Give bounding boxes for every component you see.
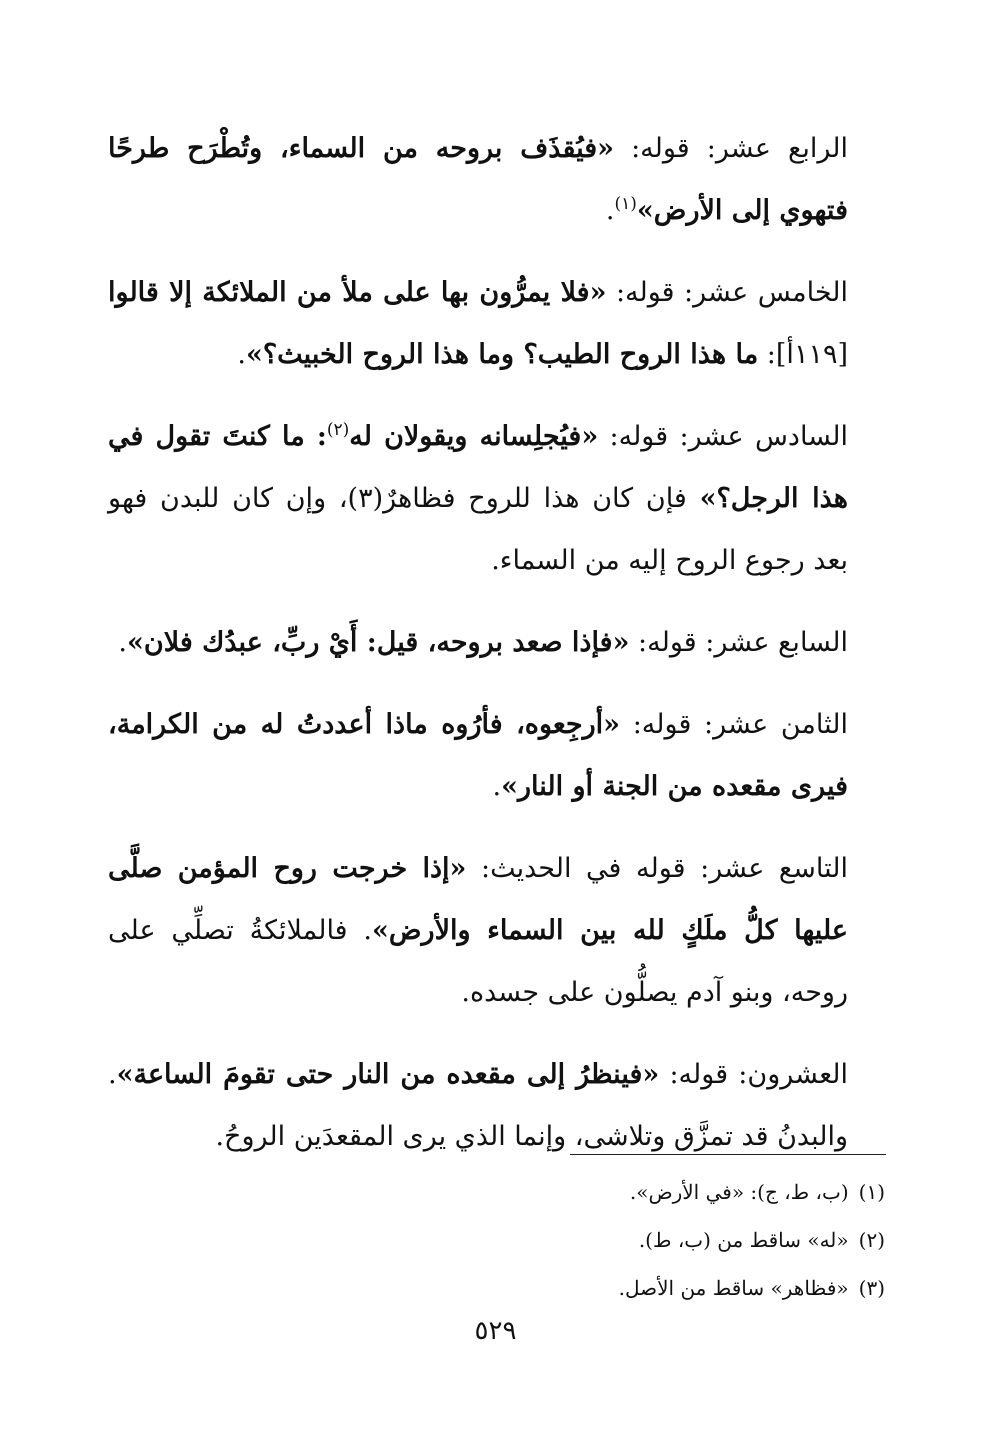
- paragraph-18: [108, 694, 848, 818]
- paragraph-15: [108, 262, 848, 386]
- paragraph-tail: .: [118, 627, 127, 658]
- footnote-divider: [570, 1154, 886, 1155]
- footnote-number: (٢): [858, 1228, 885, 1252]
- hadith-quote: «إذا خرجت روح المؤمن صلَّى عليها كلُّ ملَكٍ لله بين السماء والأرض»: [108, 853, 848, 946]
- paragraph-lead: الخامس عشر: قوله:: [606, 277, 848, 308]
- paragraph-lead: العشرون: قوله:: [659, 1059, 848, 1090]
- footnotes: [565, 1168, 885, 1312]
- footnote-1: [565, 1168, 885, 1216]
- page-number: ٥٢٩: [474, 1316, 517, 1346]
- paragraph-tail: . والبدنُ قد تمزَّق وتلاشى، وإنما الذي يرى المقعدَين الروحُ.: [108, 1059, 848, 1152]
- paragraph-tail: فإن كان هذا للروح فظاهرٌ(٣)، وإن كان للبدن فهو بعد رجوع الروح إليه من السماء.: [108, 483, 848, 576]
- footnote-ref: (٢): [326, 420, 350, 440]
- footnote-number: (١): [858, 1180, 885, 1204]
- paragraph-20: [108, 1044, 848, 1168]
- footnote-2: [565, 1216, 885, 1264]
- footnote-number: (٣): [858, 1276, 885, 1300]
- footnote-text: «فظاهر» ساقط من الأصل.: [618, 1276, 849, 1300]
- footnote-3: [565, 1264, 885, 1312]
- footnote-text: (ب، ط، ج): «في الأرض».: [629, 1180, 849, 1204]
- paragraph-lead: التاسع عشر: قوله في الحديث:: [466, 853, 849, 884]
- paragraph-lead: السابع عشر: قوله:: [629, 627, 848, 658]
- paragraph-14: [108, 118, 848, 242]
- paragraph-17: [108, 612, 848, 674]
- paragraph-lead: الثامن عشر: قوله:: [620, 709, 849, 740]
- paragraph-lead: الرابع عشر: قوله:: [614, 133, 848, 164]
- hadith-quote: «أرجِعوه، فأرُوه ماذا أعددتُ له من الكرامة، فيرى مقعده من الجنة أو النار»: [108, 709, 848, 802]
- paragraph-tail: .: [492, 771, 502, 802]
- hadith-quote: «فإذا صعد بروحه، قيل: أَيْ ربِّ، عبدُك فلان»: [127, 627, 630, 658]
- paragraph-16: [108, 406, 848, 592]
- hadith-quote: «فلا يمرُّون بها على ملأ من الملائكة إلا قالوا: [108, 277, 607, 308]
- hadith-quote-continued: : ما كنتَ تقول في هذا الرجل؟»: [108, 421, 848, 514]
- hadith-quote: «فيُجلِسانه ويقولان له: [349, 421, 599, 452]
- hadith-quote: «فينظرُ إلى مقعده من النار حتى تقومَ الساعة»: [116, 1059, 660, 1090]
- footnote-text: «له» ساقط من (ب، ط).: [638, 1228, 849, 1252]
- paragraph-lead: السادس عشر: قوله:: [598, 421, 848, 452]
- hadith-quote-continued: ما هذا الروح الطيب؟ وما هذا الروح الخبيث؟»: [245, 339, 759, 370]
- paragraph-tail: .: [237, 339, 246, 370]
- paragraph-19: [108, 838, 848, 1024]
- manuscript-folio-marker: [١١٩أ]:: [758, 339, 848, 370]
- footnote-ref: (١): [614, 194, 637, 214]
- paragraph-tail: . فالملائكةُ تصلِّي على روحه، وبنو آدم يصلُّون على جسده.: [108, 915, 848, 1008]
- hadith-quote: «فيُقذَف بروحه من السماء، وتُطْرَح طرحًا فتهوي إلى الأرض»: [108, 133, 848, 226]
- main-text: [108, 118, 848, 1188]
- paragraph-tail: .: [605, 195, 615, 226]
